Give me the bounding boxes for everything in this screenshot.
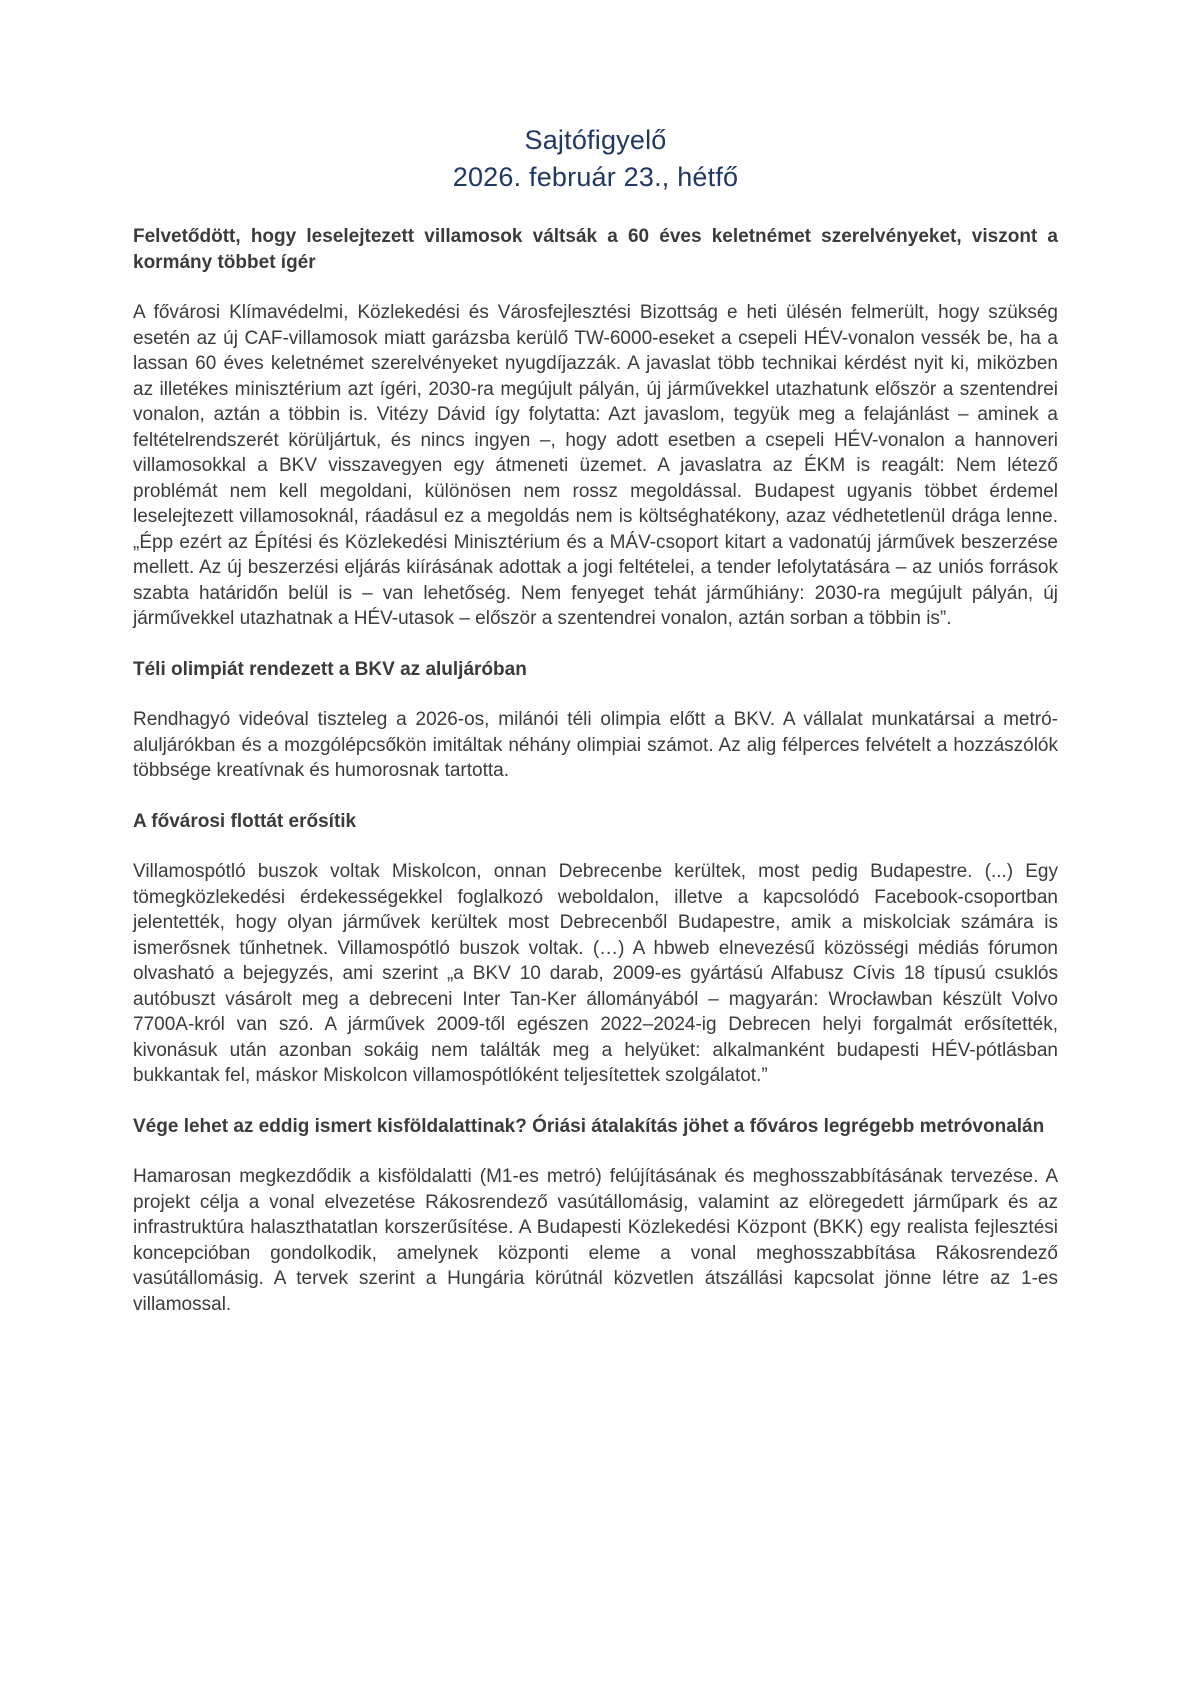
section-heading: Felvetődött, hogy leselejtezett villamosok váltsák a 60 éves keletnémet szerelvényeket, viszont a kormány többet ígér — [133, 226, 1058, 273]
section-heading: Téli olimpiát rendezett a BKV az aluljáróban — [133, 658, 527, 680]
section-body: Rendhagyó videóval tiszteleg a 2026-os, milánói téli olimpia előtt a BKV. A vállalat munkatársai a metró-aluljárókban és a mozgólépcsőkön imitáltak néhány olimpiai számot. Az alig félperces felvételt a hozzászólók többsége kreatívnak és humorosnak tartotta. — [133, 709, 1058, 781]
section-m1-metro-line — [133, 1114, 1058, 1318]
section-body: Villamospótló buszok voltak Miskolcon, onnan Debrecenbe kerültek, most pedig Budapestre. (...) Egy tömegközlekedési érdekességekkel foglalkozó weboldalon, illetve a kapcsolódó Facebook-csoportban jelentették, hogy olyan járművek kerültek most Debrecenből Budapestre, amik a miskolciak számára is ismerősnek tűnhetnek. Villamospótló buszok voltak. (…) A hbweb elnevezésű közösségi médiás fórumon olvasható a bejegyzés, ami szerint „a BKV 10 darab, 2009-es gyártású Alfabusz Cívis 18 típusú csuklós autóbuszt vásárolt meg a debreceni Inter Tan-Ker állományából – magyarán: Wrocławban készült Volvo 7700A-król van szó. A járművek 2009-től egészen 2022–2024-ig Debrecen helyi forgalmát erősítették, kivonásuk után azonban sokáig nem találták meg a helyüket: alkalmanként budapesti HÉV-pótlásban bukkantak fel, máskor Miskolcon villamospótlóként teljesítettek szolgálatot.” — [133, 861, 1058, 1086]
document-title: Sajtófigyelő — [524, 125, 667, 155]
section-body: Hamarosan megkezdődik a kisföldalatti (M1-es metró) felújításának és meghosszabbításának tervezése. A projekt célja a vonal elvezetése Rákosrendező vasútállomásig, valamint az elöregedett járműpark és az infrastruktúra halaszthatatlan korszerűsítése. A Budapesti Közlekedési Központ (BKK) egy realista fejlesztési koncepcióban gondolkodik, amelynek központi eleme a vonal meghosszabbítása Rákosrendező vasútállomásig. A tervek szerint a Hungária körútnál közvetlen átszállási kapcsolat jönne létre az 1-es villamossal. — [133, 1166, 1058, 1315]
document-date: 2026. február 23., hétfő — [452, 162, 739, 192]
section-winter-olympics — [133, 657, 1058, 784]
section-fleet-reinforcement — [133, 809, 1058, 1089]
section-body: A fővárosi Klímavédelmi, Közlekedési és Városfejlesztési Bizottság e heti ülésén felmerült, hogy szükség esetén az új CAF-villamosok miatt garázsba kerülő TW-6000-eseket a csepeli HÉV-vonalon vessék be, ha a lassan 60 éves keletnémet szerelvényeket nyugdíjazzák. A javaslat több technikai kérdést nyit ki, miközben az illetékes minisztérium azt ígéri, 2030-ra megújult pályán, új járművekkel utazhatunk először a szentendrei vonalon, aztán a többin is. Vitézy Dávid így folytatta: Azt javaslom, tegyük meg a felajánlást – aminek a feltételrendszerét körüljártuk, és nincs ingyen –, hogy adott esetben a csepeli HÉV-vonalon a hannoveri villamosokkal a BKV visszavegyen egy átmeneti üzemet. A javaslatra az ÉKM is reagált: Nem létező problémát nem kell megoldani, különösen nem rossz megoldással. Budapest ugyanis többet érdemel leselejtezett villamosoknál, ráadásul ez a megoldás nem is költséghatékony, azaz védhetetlenül drága lenne. „Épp ezért az Építési és Közlekedési Minisztérium és a MÁV-csoport kitart a vadonatúj járművek beszerzése mellett. Az új beszerzési eljárás kiírásának adottak a jogi feltételei, a tender lefolytatására – az uniós források szabta határidőn belül is – van lehetőség. Nem fenyeget tehát járműhiány: 2030-ra megújult pályán, új járművekkel utazhatnak a HÉV-utasok – először a szentendrei vonalon, aztán sorban a többin is”. — [133, 302, 1058, 629]
section-heading: Vége lehet az eddig ismert kisföldalattinak? Óriási átalakítás jöhet a főváros legrégebb metróvonalán — [133, 1115, 1045, 1137]
section-tram-replacement — [133, 224, 1058, 632]
section-heading: A fővárosi flottát erősítik — [133, 810, 357, 832]
